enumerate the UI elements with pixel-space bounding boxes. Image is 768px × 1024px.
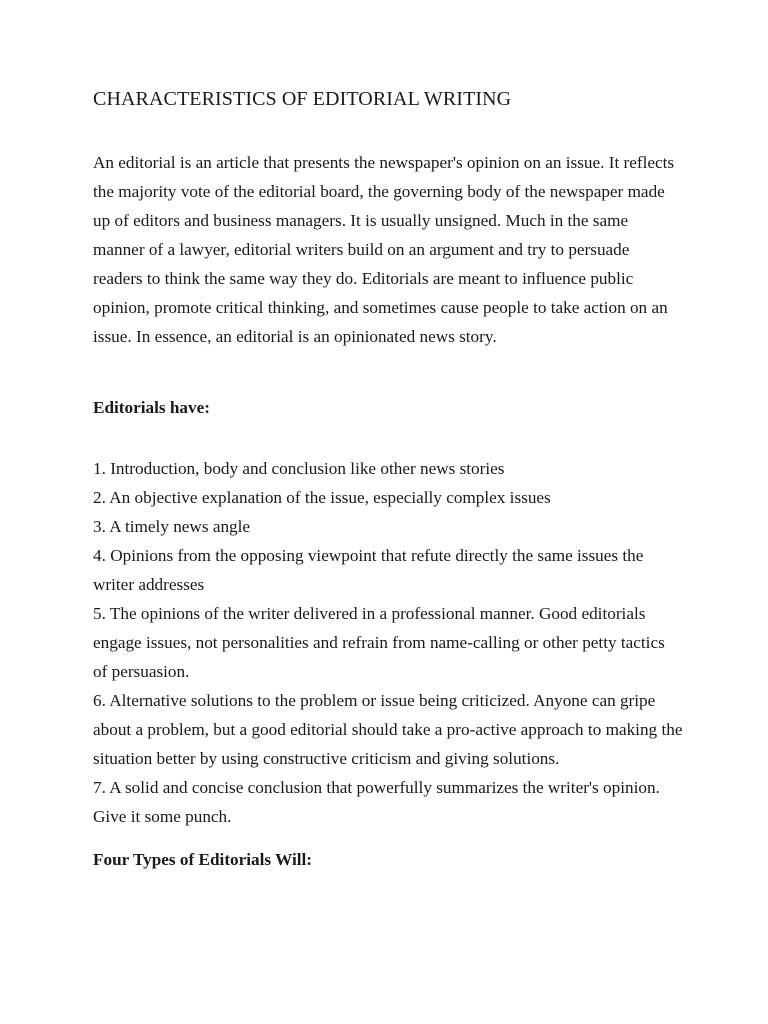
types-heading: Four Types of Editorials Will: (93, 850, 313, 869)
list-item: 6. Alternative solutions to the problem or issue being criticized. Anyone can gripe about a problem, but a good editorial should take a pro-active approach to making the situation better by using constructive criticism and giving solutions. (93, 691, 683, 768)
list-item: 7. A solid and concise conclusion that powerfully summarizes the writer's opinion. Give it some punch. (93, 778, 660, 826)
list-item: 5. The opinions of the writer delivered in a professional manner. Good editorials engage issues, not personalities and refrain from name-calling or other petty tactics of persuasion. (93, 604, 665, 681)
list-item: 1. Introduction, body and conclusion like other news stories (93, 459, 505, 478)
characteristics-list (93, 454, 683, 831)
list-item: 2. An objective explanation of the issue, especially complex issues (93, 488, 551, 507)
document-title: CHARACTERISTICS OF EDITORIAL WRITING (93, 88, 512, 110)
editorials-heading: Editorials have: (93, 398, 210, 417)
list-item: 3. A timely news angle (93, 517, 251, 536)
list-item: 4. Opinions from the opposing viewpoint that refute directly the same issues the writer addresses (93, 546, 644, 594)
intro-paragraph: An editorial is an article that presents the newspaper's opinion on an issue. It reflects the majority vote of the editorial board, the governing body of the newspaper made up of editors and business managers. It is usually unsigned. Much in the same manner of a lawyer, editorial writers build on an argument and try to persuade readers to think the same way they do. Editorials are meant to influence public opinion, promote critical thinking, and sometimes cause people to take action on an issue. In essence, an editorial is an opinionated news story. (93, 153, 675, 346)
